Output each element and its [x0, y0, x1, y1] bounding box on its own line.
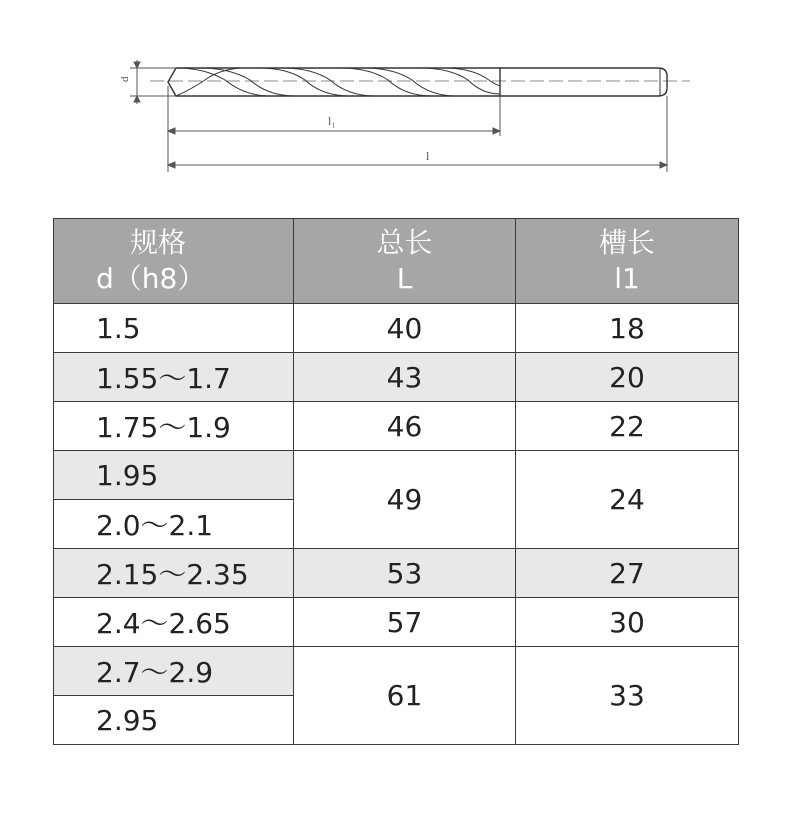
spec-cell: 2.95	[54, 696, 294, 745]
table-row	[54, 451, 739, 500]
header-groove-length	[516, 219, 739, 304]
total-length-cell: 57	[294, 598, 516, 647]
drill-dimension-drawing	[0, 0, 790, 200]
header-total-length	[294, 219, 516, 304]
total-length-cell: 46	[294, 402, 516, 451]
total-length-cell: 53	[294, 549, 516, 598]
spec-cell: 2.7～2.9	[54, 647, 294, 696]
header-spec-line2: d（h8）	[96, 262, 206, 295]
table-row	[54, 598, 739, 647]
spec-cell: 1.75～1.9	[54, 402, 294, 451]
table-row	[54, 647, 739, 696]
table-row	[54, 353, 739, 402]
table-row	[54, 304, 739, 353]
l-label: l	[426, 149, 430, 163]
total-length-cell: 40	[294, 304, 516, 353]
total-length-cell: 61	[294, 647, 516, 745]
spec-cell: 2.0～2.1	[54, 500, 294, 549]
table-row	[54, 549, 739, 598]
groove-length-cell: 30	[516, 598, 739, 647]
header-spec-line1: 规格	[130, 226, 187, 259]
spec-cell: 1.5	[54, 304, 294, 353]
d-label: d	[119, 76, 131, 82]
table-row	[54, 402, 739, 451]
spec-cell: 1.55～1.7	[54, 353, 294, 402]
l1-label: l₁	[328, 114, 336, 128]
header-total-line2: L	[396, 262, 413, 295]
spec-cell: 2.4～2.65	[54, 598, 294, 647]
groove-length-cell: 20	[516, 353, 739, 402]
total-length-cell: 43	[294, 353, 516, 402]
groove-length-cell: 22	[516, 402, 739, 451]
header-total-line1: 总长	[376, 226, 433, 259]
header-groove-line1: 槽长	[598, 226, 655, 259]
groove-length-cell: 18	[516, 304, 739, 353]
groove-length-cell: 27	[516, 549, 739, 598]
spec-cell: 2.15～2.35	[54, 549, 294, 598]
groove-length-cell: 24	[516, 451, 739, 549]
header-spec	[54, 219, 294, 304]
spec-cell: 1.95	[54, 451, 294, 500]
total-length-cell: 49	[294, 451, 516, 549]
spec-table	[53, 218, 739, 745]
table-header-row	[54, 219, 739, 304]
header-groove-line2: l1	[614, 262, 640, 295]
groove-length-cell: 33	[516, 647, 739, 745]
